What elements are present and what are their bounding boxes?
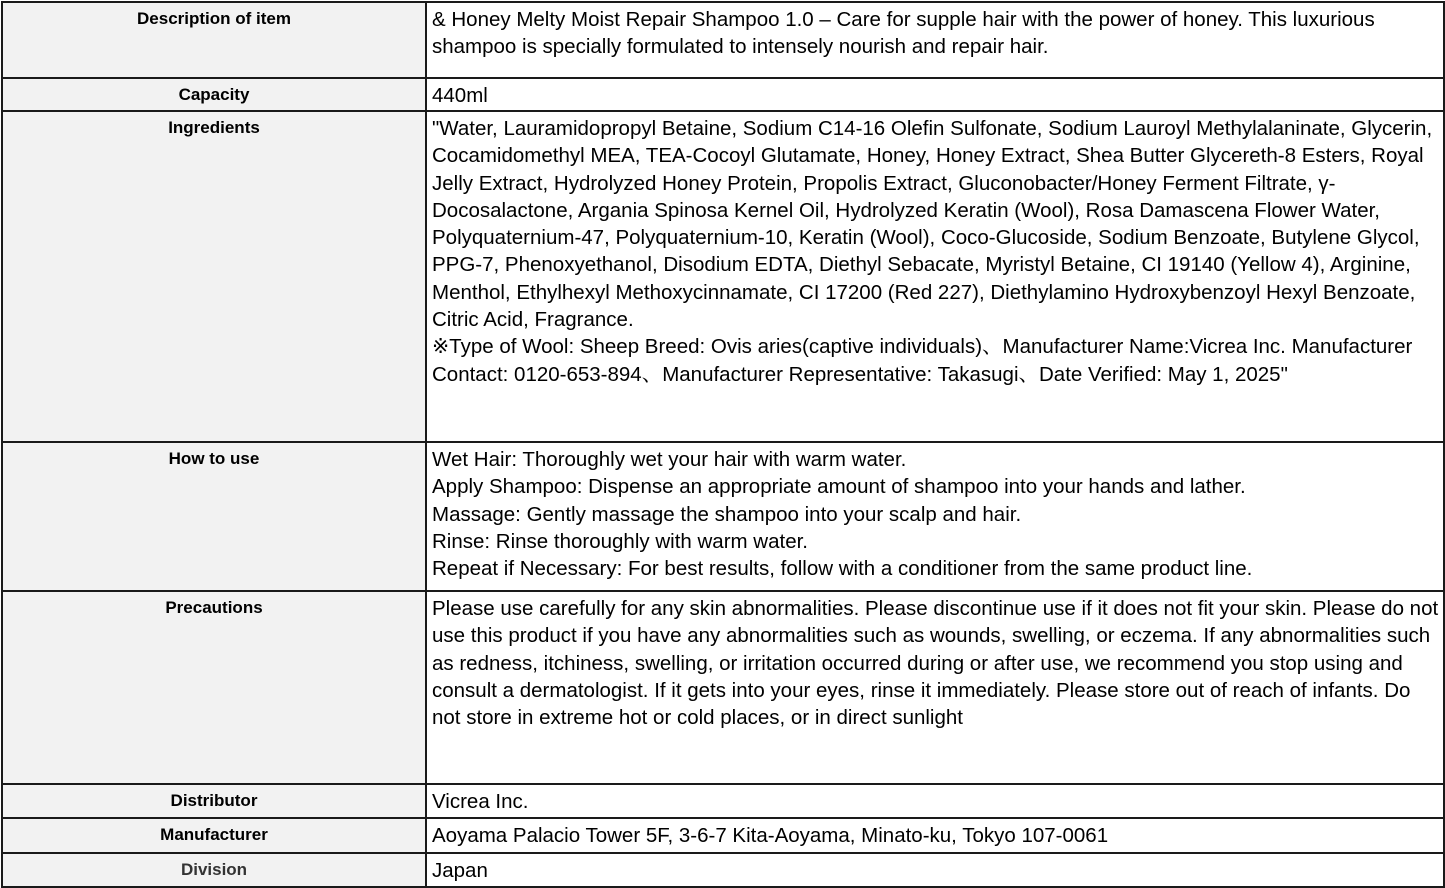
distributor-label: Distributor bbox=[2, 784, 426, 818]
how-to-use-label: How to use bbox=[2, 442, 426, 591]
ingredients-label: Ingredients bbox=[2, 111, 426, 442]
how-to-use-step: Rinse: Rinse thoroughly with warm water. bbox=[432, 529, 808, 553]
manufacturer-label: Manufacturer bbox=[2, 818, 426, 853]
table-row-ingredients bbox=[2, 111, 1444, 442]
table-row-distributor bbox=[2, 784, 1444, 818]
how-to-use-cell bbox=[426, 442, 1444, 591]
division-value: Japan bbox=[426, 853, 1444, 887]
ingredients-wool-note: ※Type of Wool: Sheep Breed: Ovis aries(captive individuals)、Manufacturer Name:Vicrea Inc. Manufacturer Contact: 0120-653-894、Manufacturer Representative: Takasugi、Date Verified: May 1, 2025" bbox=[432, 335, 1413, 386]
manufacturer-value: Aoyama Palacio Tower 5F, 3-6-7 Kita-Aoyama, Minato-ku, Tokyo 107-0061 bbox=[426, 818, 1444, 853]
precautions-value: Please use carefully for any skin abnormalities. Please discontinue use if it does not fit your skin. Please do not use this product if you have any abnormalities such as wounds, swelling, or eczema. If any abnormalities such as redness, itchiness, swelling, or irritation occurred during or after use, we recommend you stop using and consult a dermatologist. If it gets into your eyes, rinse it immediately. Please store out of reach of infants. Do not store in extreme hot or cold places, or in direct sunlight bbox=[426, 591, 1444, 784]
table-row-description bbox=[2, 2, 1444, 78]
how-to-use-step: Massage: Gently massage the shampoo into your scalp and hair. bbox=[432, 502, 1022, 526]
table-row-capacity bbox=[2, 78, 1444, 111]
how-to-use-step: Repeat if Necessary: For best results, follow with a conditioner from the same product line. bbox=[432, 557, 1253, 581]
table-row-precautions bbox=[2, 591, 1444, 784]
table-row-manufacturer bbox=[2, 818, 1444, 853]
distributor-value: Vicrea Inc. bbox=[426, 784, 1444, 818]
how-to-use-step: Apply Shampoo: Dispense an appropriate amount of shampoo into your hands and lather. bbox=[432, 475, 1246, 499]
description-label: Description of item bbox=[2, 2, 426, 78]
how-to-use-step: Wet Hair: Thoroughly wet your hair with warm water. bbox=[432, 448, 907, 471]
table-row-how-to-use bbox=[2, 442, 1444, 591]
capacity-label: Capacity bbox=[2, 78, 426, 111]
division-label: Division bbox=[2, 853, 426, 887]
ingredients-value: "Water, Lauramidopropyl Betaine, Sodium C14-16 Olefin Sulfonate, Sodium Lauroyl Methylalaninate, Glycerin, Cocamidomethyl MEA, TEA-Cocoyl Glutamate, Honey, Honey Extract, Shea Butter Glycereth-8 Esters, Royal Jelly Extract, Hydrolyzed Honey Protein, Propolis Extract, Gluconobacter/Honey Ferment Filtrate, γ-Docosalactone, Argania Spinosa Kernel Oil, Hydrolyzed Keratin (Wool), Rosa Damascena Flower Water, Polyquaternium-47, Polyquaternium-10, Keratin (Wool), Coco-Glucoside, Sodium Benzoate, Butylene Glycol, PPG-7, Phenoxyethanol, Disodium EDTA, Diethyl Sebacate, Myristyl Betaine, CI 19140 (Yellow 4), Arginine, Menthol, Ethylhexyl Methoxycinnamate, CI 17200 (Red 227), Diethylamino Hydroxybenzoyl Hexyl Benzoate, Citric Acid, Fragrance. bbox=[432, 117, 1433, 332]
description-value: & Honey Melty Moist Repair Shampoo 1.0 – Care for supple hair with the power of honey. This luxurious shampoo is specially formulated to intensely nourish and repair hair. bbox=[426, 2, 1444, 78]
ingredients-cell bbox=[426, 111, 1444, 442]
precautions-label: Precautions bbox=[2, 591, 426, 784]
capacity-value: 440ml bbox=[426, 78, 1444, 111]
product-spec-table bbox=[1, 1, 1445, 888]
table-row-division bbox=[2, 853, 1444, 887]
